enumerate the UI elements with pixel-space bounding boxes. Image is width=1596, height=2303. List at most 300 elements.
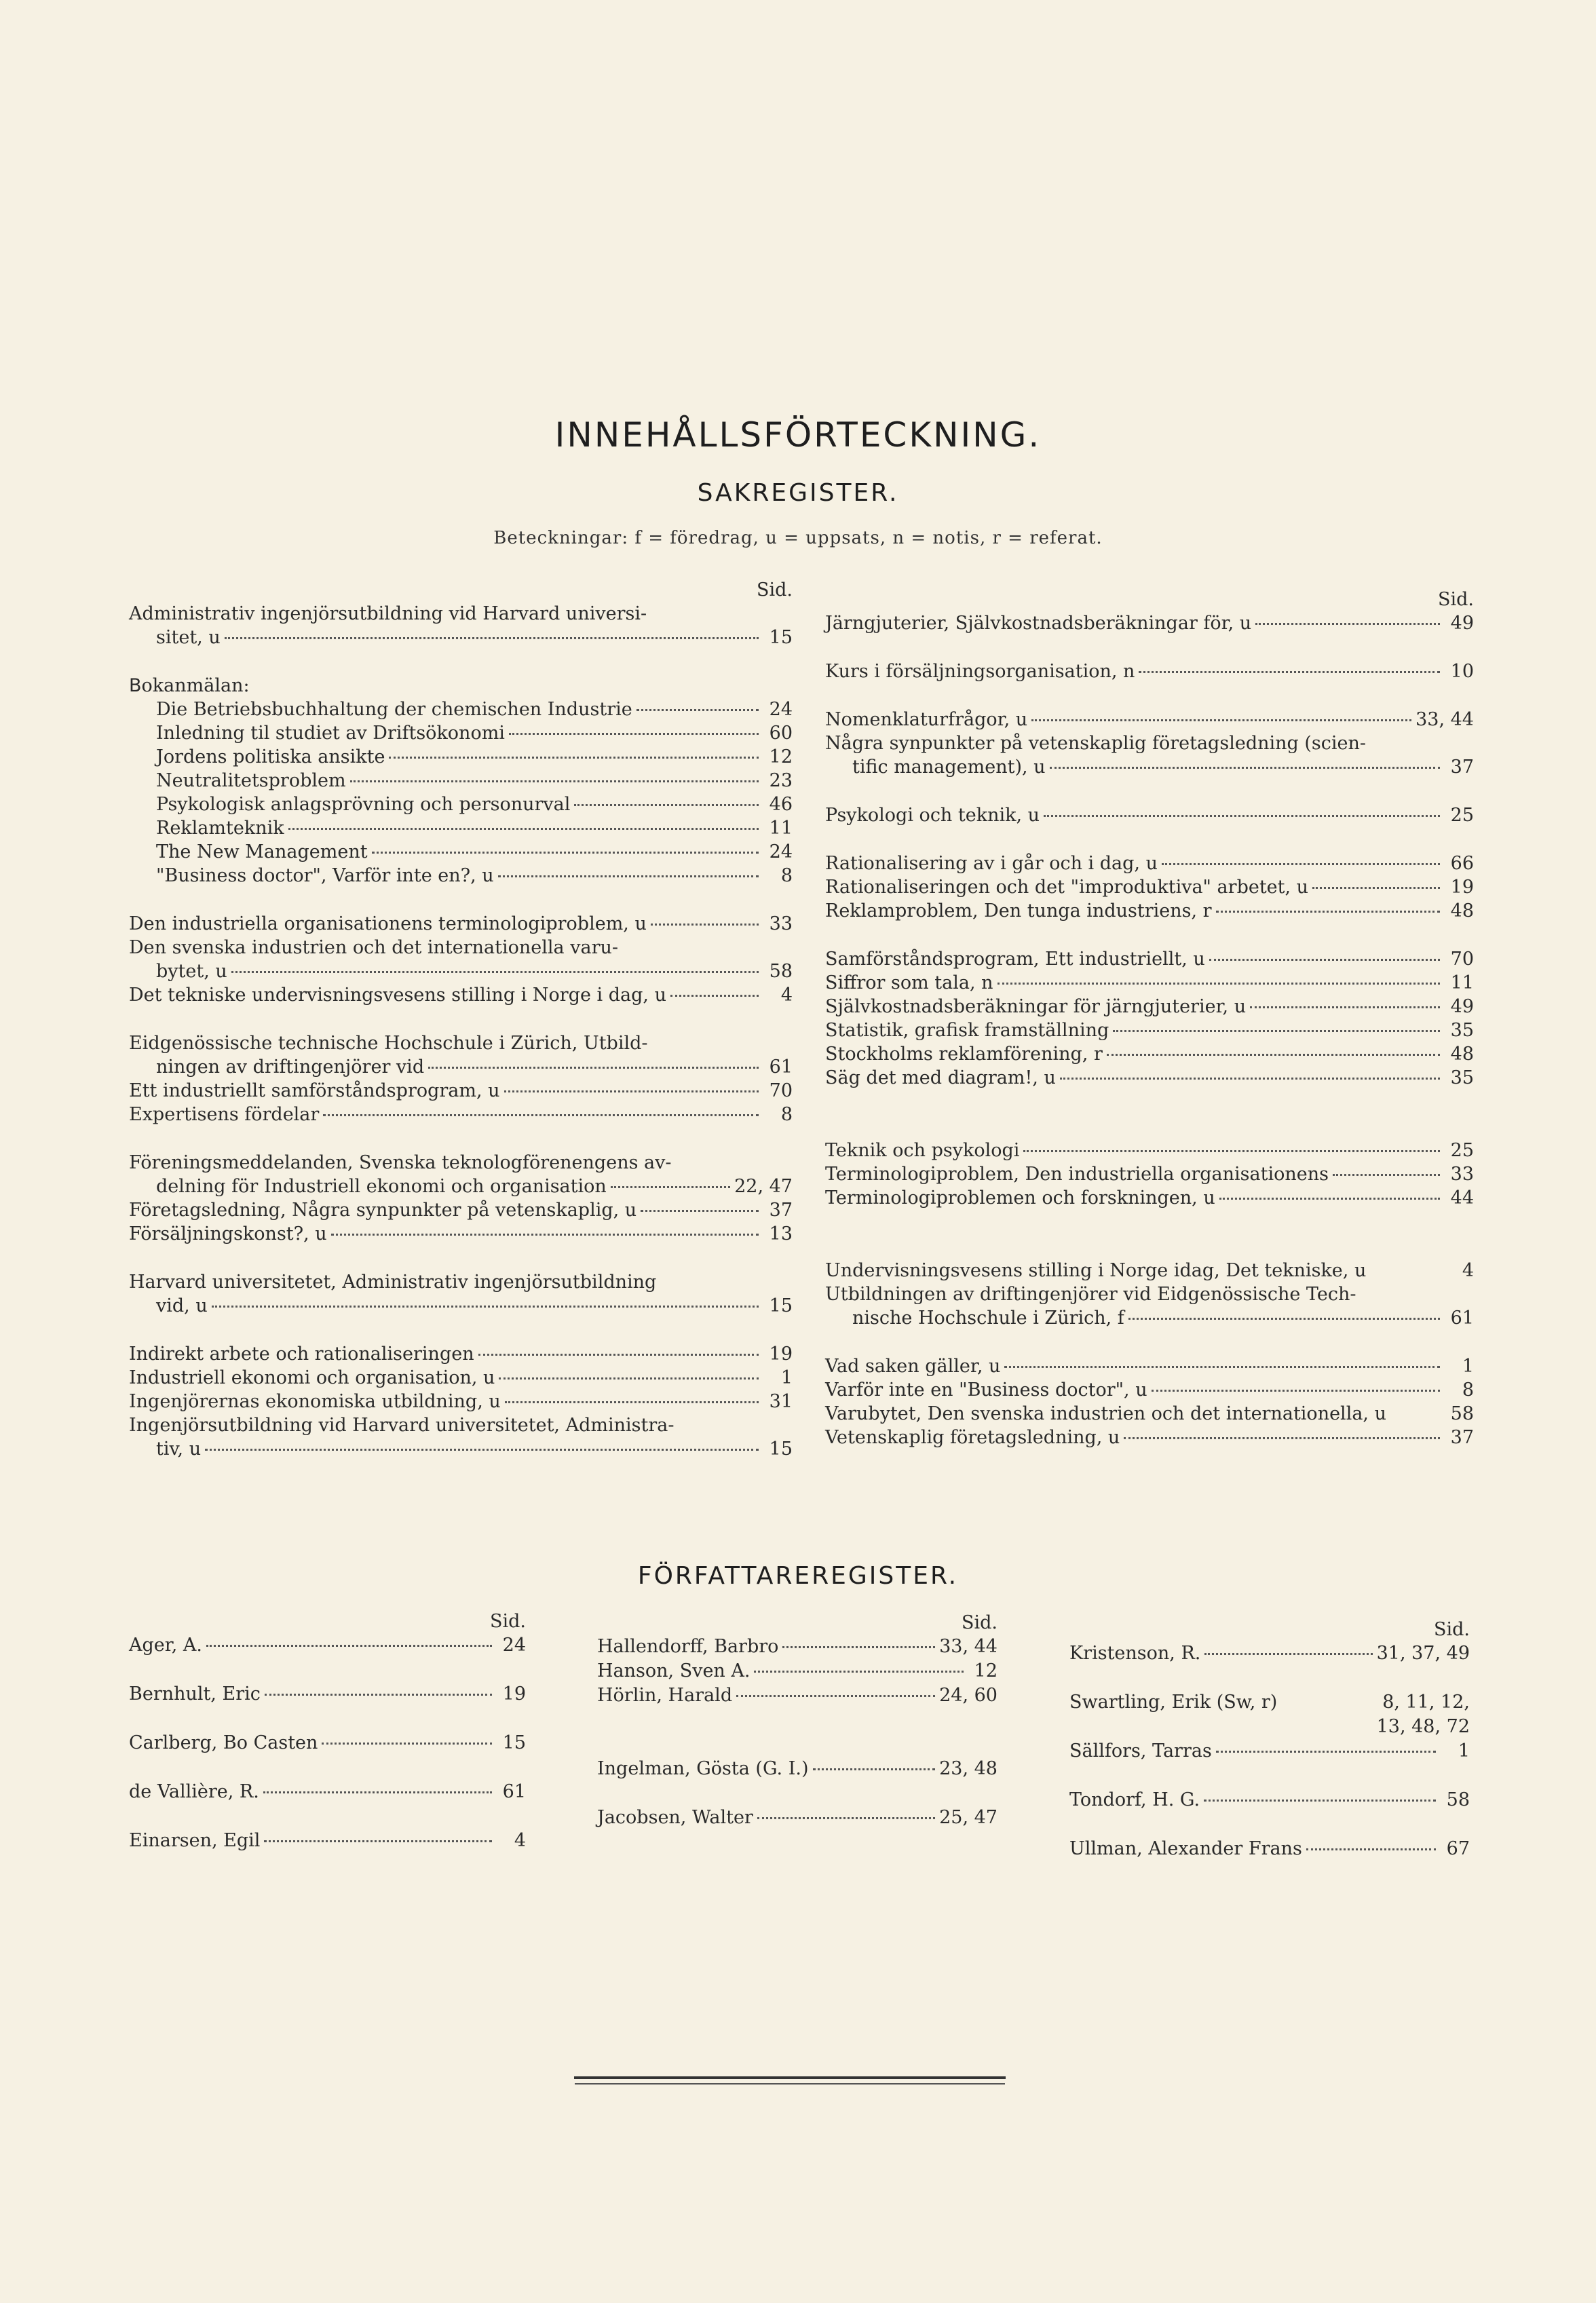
page-number: 25 (1450, 1140, 1474, 1161)
page-number: 37 (1450, 1427, 1474, 1448)
entry-text: Vetenskaplig företagsledning, u (825, 1427, 1120, 1448)
index-entry (825, 1378, 1474, 1402)
entry-text: Expertisens fördelar (129, 1104, 320, 1125)
index-entry-continued (129, 626, 793, 649)
entry-text: Terminologiproblemen och forskningen, u (825, 1187, 1215, 1208)
page-number: 12 (769, 746, 793, 767)
index-entry (825, 1162, 1474, 1186)
spacer (1069, 1812, 1470, 1837)
entry-text: Terminologiproblem, Den industriella organisationens (825, 1164, 1329, 1185)
dot-leader (1050, 767, 1440, 769)
spacer (825, 1090, 1474, 1114)
dot-leader (636, 709, 759, 711)
entry-text: Undervisningsvesens stilling i Norge idag, Det tekniske, u (825, 1260, 1367, 1281)
dot-leader (611, 1186, 730, 1188)
dot-leader (231, 971, 759, 973)
spacer (825, 827, 1474, 852)
page-number: 58 (1446, 1789, 1470, 1810)
page-number: 33, 44 (939, 1636, 998, 1657)
index-entry (129, 864, 793, 888)
dot-leader (389, 757, 759, 759)
spacer (129, 1804, 526, 1829)
index-entry (129, 1342, 793, 1366)
spacer (1069, 1666, 1470, 1690)
dot-leader (1139, 671, 1440, 673)
entry-text: Självkostnadsberäkningar för järngjuterier, u (825, 996, 1247, 1017)
index-entry (825, 1042, 1474, 1066)
index-entry (825, 1402, 1474, 1426)
entry-text: Ingenjörernas ekonomiska utbildning, u (129, 1391, 501, 1412)
page-number: 15 (502, 1732, 526, 1753)
closing-double-rule (574, 2076, 1006, 2079)
entry-text: Ingelman, Gösta (G. I.) (597, 1758, 809, 1779)
entry-text: ningen av driftingenjörer vid (156, 1057, 425, 1078)
entry-text: Administrativ ingenjörsutbildning vid Harvard universi- (129, 603, 647, 624)
index-entry (825, 1259, 1474, 1282)
page-number: 24 (502, 1635, 526, 1656)
dot-leader (998, 983, 1441, 985)
dot-leader (1209, 959, 1440, 961)
index-entry (825, 995, 1474, 1019)
entry-text: Kurs i försäljningsorganisation, n (825, 661, 1135, 682)
entry-text: Jacobsen, Walter (597, 1807, 753, 1828)
dot-leader (670, 995, 759, 997)
spacer (129, 1007, 793, 1031)
page-number: 33, 44 (1416, 709, 1474, 730)
index-entry (1069, 1690, 1470, 1715)
spacer (825, 1114, 1474, 1139)
dot-leader (206, 1645, 492, 1647)
dot-leader (1306, 1848, 1436, 1850)
page-number: 1 (1462, 1356, 1474, 1377)
dot-leader (478, 1354, 759, 1356)
page-number: 35 (1450, 1067, 1474, 1088)
section-title-sakregister: SAKREGISTER. (697, 479, 899, 507)
page-number: 11 (769, 818, 793, 839)
page-number: 24 (769, 841, 793, 862)
page-number: 1 (780, 1367, 793, 1388)
entry-text: Hörlin, Harald (597, 1685, 733, 1706)
page-number: 46 (769, 794, 793, 815)
index-entry (825, 875, 1474, 899)
page-number: 37 (769, 1200, 793, 1221)
page-number: 8 (780, 865, 793, 886)
page-number: 61 (1450, 1308, 1474, 1329)
entry-text: Swartling, Erik (Sw, r) (1069, 1692, 1278, 1713)
dot-leader (1152, 1390, 1440, 1392)
dot-leader (504, 1090, 759, 1092)
entry-text: "Business doctor", Varför inte en?, u (156, 865, 494, 886)
dot-leader (288, 828, 759, 830)
dot-leader (1219, 1198, 1440, 1200)
index-entry (1069, 1837, 1470, 1861)
entry-text: sitet, u (156, 627, 221, 648)
page-number: 13, 48, 72 (1376, 1716, 1470, 1737)
entry-text: Några synpunkter på vetenskaplig företagsledning (scien- (825, 733, 1367, 754)
index-entry (825, 611, 1474, 635)
dot-leader (1333, 1174, 1440, 1176)
group-heading: Bokanmälan: (129, 675, 250, 696)
entry-text: Ett industriellt samförståndsprogram, u (129, 1080, 500, 1101)
spacer (1069, 1764, 1470, 1788)
spacer (825, 1330, 1474, 1354)
legend-text: Beteckningar: f = föredrag, u = uppsats, n = notis, r = referat. (493, 528, 1103, 548)
entry-text: Harvard universitetet, Administrativ ingenjörsutbildning (129, 1272, 657, 1293)
spacer (825, 923, 1474, 947)
page-number: 10 (1450, 661, 1474, 682)
entry-text: Varubytet, Den svenska industrien och det internationella, u (825, 1403, 1386, 1424)
index-entry (129, 769, 793, 793)
dot-leader (1023, 1150, 1440, 1152)
page-number: 8, 11, 12, (1382, 1692, 1470, 1713)
sid-header: Sid. (1434, 1619, 1470, 1640)
entry-text: Hanson, Sven A. (597, 1660, 750, 1681)
entry-text: Reklamproblem, Den tunga industriens, r (825, 900, 1212, 921)
entry-text: Ager, A. (129, 1635, 202, 1656)
entry-text: Indirekt arbete och rationaliseringen (129, 1344, 474, 1365)
index-entry (825, 947, 1474, 971)
page-number: 1 (1458, 1740, 1470, 1762)
entry-text: vid, u (156, 1295, 208, 1316)
author-column-1 (129, 1610, 526, 1853)
index-entry (597, 1806, 998, 1830)
index-entry (129, 1633, 526, 1658)
page-number: 4 (514, 1830, 526, 1851)
page-number: 24, 60 (939, 1685, 998, 1706)
spacer (825, 635, 1474, 660)
index-entry (825, 803, 1474, 827)
dot-leader (1250, 1006, 1440, 1008)
entry-text: Tondorf, H. G. (1069, 1789, 1200, 1810)
spacer (129, 1707, 526, 1731)
spacer (129, 1126, 793, 1151)
index-entry-continued (825, 755, 1474, 779)
entry-text: The New Management (156, 841, 368, 862)
page-number: 19 (1450, 877, 1474, 898)
entry-text: Einarsen, Egil (129, 1830, 261, 1851)
page-number: 48 (1450, 1044, 1474, 1065)
spacer (825, 779, 1474, 803)
dot-leader (264, 1840, 492, 1842)
entry-text: Psykologisk anlagsprövning och personurval (156, 794, 571, 815)
entry-text: de Vallière, R. (129, 1781, 259, 1802)
entry-text: Den industriella organisationens terminologiproblem, u (129, 913, 647, 934)
index-entry (129, 1151, 793, 1175)
dot-leader (331, 1234, 759, 1236)
dot-leader (1031, 719, 1411, 721)
page-number: 48 (1450, 900, 1474, 921)
index-entry (129, 816, 793, 840)
page-number: 15 (769, 1295, 793, 1316)
page-number: 24 (769, 699, 793, 720)
page-title: INNEHÅLLSFÖRTECKNING. (554, 415, 1042, 455)
entry-text: nische Hochschule i Zürich, f (852, 1308, 1124, 1329)
dot-leader (212, 1306, 759, 1308)
index-entry (597, 1635, 998, 1659)
index-entry (129, 1731, 526, 1755)
page-number: 67 (1446, 1838, 1470, 1859)
dot-leader (225, 637, 759, 639)
entry-text: Sällfors, Tarras (1069, 1740, 1212, 1762)
index-entry (129, 1198, 793, 1222)
dot-leader (263, 1791, 492, 1793)
entry-text: Bernhult, Eric (129, 1683, 261, 1705)
sid-header: Sid. (757, 579, 793, 601)
author-column-2 (597, 1611, 998, 1830)
index-entry (129, 602, 793, 626)
entry-text: Neutralitetsproblem (156, 770, 346, 791)
dot-leader (651, 924, 759, 926)
index-entry (129, 840, 793, 864)
entry-text: Utbildningen av driftingenjörer vid Eidgenössische Tech- (825, 1284, 1356, 1305)
index-entry (825, 1426, 1474, 1449)
entry-text: Rationaliseringen och det "improduktiva" arbetet, u (825, 877, 1309, 898)
page-number: 70 (769, 1080, 793, 1101)
page-number: 61 (769, 1057, 793, 1078)
index-entry (825, 971, 1474, 995)
dot-leader (1124, 1437, 1440, 1439)
page-number: 49 (1450, 613, 1474, 634)
dot-leader (1004, 1366, 1440, 1368)
index-entry (825, 1066, 1474, 1090)
index-entry (597, 1683, 998, 1708)
entry-text: Företagsledning, Några synpunkter på vetenskaplig, u (129, 1200, 637, 1221)
index-entry (825, 1354, 1474, 1378)
entry-text: Hallendorff, Barbro (597, 1636, 779, 1657)
index-entry (825, 1186, 1474, 1210)
spacer (597, 1708, 998, 1757)
entry-text: Psykologi och teknik, u (825, 805, 1040, 826)
page-number: 15 (769, 1439, 793, 1460)
sid-header: Sid. (1438, 589, 1474, 610)
page-number: 13 (769, 1223, 793, 1244)
index-entry (825, 731, 1474, 755)
index-entry (825, 1019, 1474, 1042)
index-entry (825, 852, 1474, 875)
dot-leader (1113, 1030, 1440, 1032)
page-number: 37 (1450, 757, 1474, 778)
entry-text: Föreningsmeddelanden, Svenska teknologförenengens av- (129, 1152, 672, 1173)
index-entry (825, 1139, 1474, 1162)
index-entry (129, 1270, 793, 1294)
index-entry-continued (129, 1055, 793, 1079)
dot-leader (323, 1114, 759, 1116)
entry-text: tiv, u (156, 1439, 202, 1460)
index-entry-continued (825, 1306, 1474, 1330)
index-entry (129, 1413, 793, 1437)
page-number: 31, 37, 49 (1376, 1643, 1470, 1664)
page-number: 19 (769, 1344, 793, 1365)
page-number: 15 (769, 627, 793, 648)
index-entry-continued (129, 1294, 793, 1318)
page-number: 58 (1450, 1403, 1474, 1424)
page-number: 23 (769, 770, 793, 791)
entry-text: Eidgenössische technische Hochschule i Zürich, Utbild- (129, 1033, 648, 1054)
entry-text: Vad saken gäller, u (825, 1356, 1001, 1377)
entry-text: Die Betriebsbuchhaltung der chemischen Industrie (156, 699, 632, 720)
page-number: 60 (769, 723, 793, 744)
index-entry (129, 1780, 526, 1804)
page-number: 31 (769, 1391, 793, 1412)
entry-text: Teknik och psykologi (825, 1140, 1020, 1161)
entry-text: Reklamteknik (156, 818, 284, 839)
index-entry (129, 936, 793, 959)
index-entry (825, 899, 1474, 923)
page-number: 66 (1450, 853, 1474, 874)
entry-text: Den svenska industrien och det internationella varu- (129, 937, 618, 958)
spacer (129, 1658, 526, 1682)
entry-text: Ullman, Alexander Frans (1069, 1838, 1302, 1859)
dot-leader (499, 1377, 759, 1379)
sakregister-right-column (825, 588, 1474, 1449)
index-entry (129, 983, 793, 1007)
index-entry (129, 721, 793, 745)
entry-text: bytet, u (156, 961, 227, 982)
entry-text: Samförståndsprogram, Ett industriellt, u (825, 949, 1205, 970)
index-entry (129, 1103, 793, 1126)
entry-text: Det tekniske undervisningsvesens stilling i Norge i dag, u (129, 985, 666, 1006)
page-number: 4 (780, 985, 793, 1006)
index-entry (129, 793, 793, 816)
index-entry-continued (129, 1175, 793, 1198)
page-number: 23, 48 (939, 1758, 998, 1779)
author-column-3 (1069, 1618, 1470, 1861)
entry-text: Varför inte en "Business doctor", u (825, 1379, 1147, 1401)
entry-text: Kristenson, R. (1069, 1643, 1201, 1664)
index-entry (129, 912, 793, 936)
dot-leader (574, 804, 759, 806)
index-entry (1069, 1788, 1470, 1812)
dot-leader (205, 1449, 759, 1451)
page-number: 58 (769, 961, 793, 982)
dot-leader (1107, 1054, 1440, 1056)
page-number: 35 (1450, 1020, 1474, 1041)
spacer (825, 683, 1474, 708)
entry-text: Ingenjörsutbildning vid Harvard universitetet, Administra- (129, 1415, 674, 1436)
dot-leader (757, 1817, 935, 1819)
dot-leader (505, 1401, 759, 1403)
spacer (129, 888, 793, 912)
dot-leader (498, 875, 759, 877)
dot-leader (754, 1671, 964, 1673)
entry-text: Säg det med diagram!, u (825, 1067, 1056, 1088)
dot-leader (1255, 623, 1440, 625)
entry-text: Försäljningskonst?, u (129, 1223, 327, 1244)
sakregister-left-column (129, 578, 793, 1461)
page-number: 22, 47 (734, 1176, 793, 1197)
dot-leader (1204, 1800, 1436, 1802)
entry-text: Industriell ekonomi och organisation, u (129, 1367, 495, 1388)
entry-text: Statistik, grafisk framställning (825, 1020, 1109, 1041)
spacer (597, 1781, 998, 1806)
page-number: 4 (1462, 1260, 1474, 1281)
entry-text: Jordens politiska ansikte (156, 746, 385, 767)
dot-leader (1044, 815, 1440, 817)
spacer (825, 1234, 1474, 1259)
spacer (129, 649, 793, 674)
sid-header: Sid. (962, 1612, 998, 1633)
dot-leader (1060, 1078, 1440, 1080)
index-entry-continued (129, 1437, 793, 1461)
dot-leader (372, 852, 759, 854)
dot-leader (782, 1646, 935, 1648)
index-entry (129, 1366, 793, 1390)
dot-leader (641, 1210, 759, 1212)
page-number: 12 (974, 1660, 998, 1681)
page-number: 49 (1450, 996, 1474, 1017)
index-entry (129, 1829, 526, 1853)
page-number: 8 (1462, 1379, 1474, 1401)
dot-leader (322, 1743, 492, 1745)
page-number: 19 (502, 1683, 526, 1705)
entry-text: delning för Industriell ekonomi och organisation (156, 1176, 607, 1197)
index-entry-continued (129, 959, 793, 983)
entry-text: Stockholms reklamförening, r (825, 1044, 1103, 1065)
index-entry (825, 708, 1474, 731)
page-number: 33 (1450, 1164, 1474, 1185)
sid-header: Sid. (490, 1611, 526, 1632)
entry-text: Nomenklaturfrågor, u (825, 709, 1028, 730)
index-entry (129, 745, 793, 769)
entry-text: tific management), u (852, 757, 1046, 778)
dot-leader (350, 780, 759, 782)
index-entry (1069, 1739, 1470, 1764)
index-entry (825, 1282, 1474, 1306)
page-number: 25, 47 (939, 1807, 998, 1828)
entry-text: Järngjuterier, Självkostnadsberäkningar för, u (825, 613, 1252, 634)
dot-leader (1162, 863, 1440, 865)
index-entry (129, 1682, 526, 1707)
page-number: 8 (780, 1104, 793, 1125)
dot-leader (1216, 911, 1440, 913)
page-number: 70 (1450, 949, 1474, 970)
entry-text: Siffror som tala, n (825, 972, 993, 993)
dot-leader (813, 1768, 936, 1770)
dot-leader (736, 1695, 935, 1697)
index-entry (129, 698, 793, 721)
spacer (129, 1318, 793, 1342)
spacer (825, 1210, 1474, 1234)
index-entry (1069, 1641, 1470, 1666)
dot-leader (1128, 1318, 1440, 1320)
index-entry (129, 1079, 793, 1103)
page-number: 11 (1450, 972, 1474, 993)
index-entry (129, 1222, 793, 1246)
page-number: 33 (769, 913, 793, 934)
entry-text: Inledning til studiet av Driftsökonomi (156, 723, 505, 744)
page-number: 61 (502, 1781, 526, 1802)
dot-leader (265, 1694, 492, 1696)
dot-leader (1216, 1751, 1436, 1753)
dot-leader (1204, 1653, 1372, 1655)
page-number: 44 (1450, 1187, 1474, 1208)
spacer (129, 1246, 793, 1270)
section-title-forfattarregister: FÖRFATTAREREGISTER. (637, 1562, 959, 1590)
dot-leader (1312, 887, 1440, 889)
page-number: 25 (1450, 805, 1474, 826)
index-entry (597, 1757, 998, 1781)
dot-leader (509, 733, 759, 735)
entry-text: Carlberg, Bo Casten (129, 1732, 318, 1753)
entry-text: Rationalisering av i går och i dag, u (825, 853, 1158, 874)
dot-leader (428, 1067, 759, 1069)
spacer (129, 1755, 526, 1780)
index-entry (129, 1031, 793, 1055)
index-entry (825, 660, 1474, 683)
index-entry-continued (1069, 1715, 1470, 1739)
index-entry (597, 1659, 998, 1683)
index-entry (129, 1390, 793, 1413)
